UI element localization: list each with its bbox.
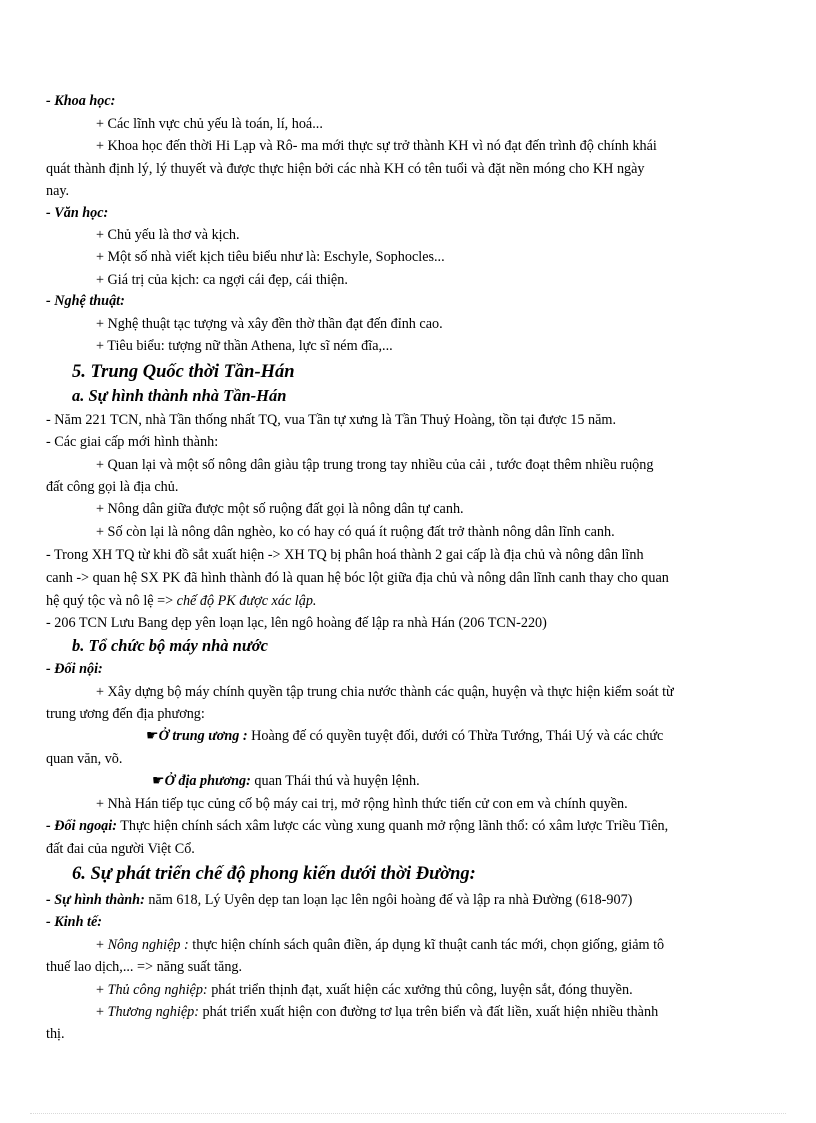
section-heading	[0, 863, 816, 885]
text-line	[0, 315, 816, 333]
text-segment: a. Sự hình thành nhà Tần-Hán	[72, 386, 287, 405]
text-line	[0, 772, 816, 791]
text-line	[0, 891, 816, 909]
text-line	[0, 660, 816, 678]
text-segment: - Sự hình thành:	[46, 892, 145, 908]
text-segment: Thực hiện chính sách xâm lược các vùng xung quanh mở rộng lãnh thổ: có xâm lược Triều Tiên,	[116, 818, 669, 834]
text-line	[0, 569, 816, 587]
text-segment: - Đối nội:	[46, 661, 103, 677]
text-segment: Ở trung ương :	[158, 728, 248, 744]
text-line	[0, 160, 816, 178]
text-segment: + Nhà Hán tiếp tục củng cố bộ máy cai trị, mở rộng hình thức tiến cử con em và chính quyền.	[96, 796, 628, 812]
text-line	[0, 817, 816, 835]
text-line	[0, 705, 816, 723]
text-segment: phát triển thịnh đạt, xuất hiện các xưởng thủ công, luyện sắt, đóng thuyền.	[207, 982, 633, 998]
text-segment: +	[96, 1004, 108, 1020]
text-segment: - Đối ngoại:	[46, 818, 117, 834]
text-segment: b. Tổ chức bộ máy nhà nước	[72, 636, 268, 655]
text-segment: + Một số nhà viết kịch tiêu biểu như là: Eschyle, Sophocles...	[96, 249, 445, 265]
text-segment: quan văn, võ.	[46, 751, 123, 767]
text-segment: + Các lĩnh vực chủ yếu là toán, lí, hoá...	[96, 116, 323, 132]
text-line	[0, 292, 816, 310]
text-line	[0, 1003, 816, 1021]
text-segment: Thương nghiệp:	[107, 1004, 199, 1020]
text-segment: thị.	[46, 1026, 65, 1042]
text-line	[0, 592, 816, 610]
text-segment: thuế lao dịch,... => năng suất tăng.	[46, 959, 243, 975]
subsection-heading	[0, 386, 816, 406]
text-segment: canh -> quan hệ SX PK đã hình thành đó là quan hệ bóc lột giữa địa chủ và nông dân lĩnh canh thay cho quan	[46, 570, 669, 586]
text-line	[0, 204, 816, 222]
text-segment: nay.	[46, 183, 70, 199]
text-segment: - Trong XH TQ từ khi đồ sắt xuất hiện -> XH TQ bị phân hoá thành 2 gai cấp là địa chủ và nông dân lĩnh	[46, 547, 644, 563]
text-line	[0, 271, 816, 289]
page-border	[30, 1113, 786, 1114]
text-segment: + Xây dựng bộ máy chính quyền tập trung chia nước thành các quận, huyện và thực hiện kiểm soát từ	[96, 684, 674, 700]
text-line	[0, 523, 816, 541]
text-line	[0, 337, 816, 355]
text-segment: quát thành định lý, lý thuyết và được thực hiện bởi các nhà KH có tên tuổi và đặt nền móng cho KH ngày	[46, 161, 645, 177]
text-segment: + Giá trị của kịch: ca ngợi cái đẹp, cái thiện.	[96, 272, 348, 288]
text-segment: - Nghệ thuật:	[46, 293, 125, 309]
text-segment: + Số còn lại là nông dân nghèo, ko có hay có quá ít ruộng đất trở thành nông dân lĩnh canh.	[96, 524, 615, 540]
text-line	[0, 936, 816, 954]
text-segment: hệ quý tộc và nô lệ =>	[46, 593, 177, 609]
text-segment: thực hiện chính sách quân điền, áp dụng kĩ thuật canh tác mới, chọn giống, giảm tô	[188, 937, 665, 953]
text-segment: + Nông dân giữa được một số ruộng đất gọi là nông dân tự canh.	[96, 501, 464, 517]
text-line	[0, 546, 816, 564]
text-segment: chế độ PK được xác lập.	[176, 593, 317, 609]
text-line	[0, 683, 816, 701]
text-segment: Nông nghiệp :	[107, 937, 189, 953]
text-segment: + Chủ yếu là thơ và kịch.	[96, 227, 240, 243]
text-line	[0, 92, 816, 110]
text-segment: - Các giai cấp mới hình thành:	[46, 434, 219, 450]
text-segment: + Khoa học đến thời Hi Lạp và Rô- ma mới thực sự trở thành KH vì nó đạt đến trình độ chính khái	[96, 138, 657, 154]
text-line	[0, 614, 816, 632]
text-line	[0, 411, 816, 429]
text-line	[0, 500, 816, 518]
text-line	[0, 478, 816, 496]
text-line	[0, 750, 816, 768]
text-line	[0, 840, 816, 858]
text-line	[0, 115, 816, 133]
text-segment: + Tiêu biểu: tượng nữ thần Athena, lực sĩ ném đĩa,...	[96, 338, 393, 354]
text-segment: phát triển xuất hiện con đường tơ lụa trên biển và đất liền, xuất hiện nhiều thành	[198, 1004, 659, 1020]
text-segment: - Kinh tế:	[46, 914, 102, 930]
text-segment: + Nghệ thuật tạc tượng và xây đền thờ thần đạt đến đỉnh cao.	[96, 316, 443, 332]
section-heading	[0, 361, 816, 383]
text-line	[0, 182, 816, 200]
pointing-hand-icon: ☛	[146, 729, 159, 744]
text-segment: trung ương đến địa phương:	[46, 706, 205, 722]
text-line	[0, 226, 816, 244]
text-segment: năm 618, Lý Uyên dẹp tan loạn lạc lên ngôi hoàng đế và lập ra nhà Đường (618-907)	[144, 892, 633, 908]
text-line	[0, 456, 816, 474]
text-line	[0, 727, 816, 746]
pointing-hand-icon: ☛	[152, 774, 165, 789]
text-segment: quan Thái thú và huyện lệnh.	[250, 773, 420, 789]
text-segment: Ở địa phương:	[164, 773, 251, 789]
text-line	[0, 913, 816, 931]
text-line	[0, 137, 816, 155]
text-line	[0, 248, 816, 266]
text-segment: - Khoa học:	[46, 93, 116, 109]
subsection-heading	[0, 636, 816, 656]
text-segment: đất đai của người Việt Cổ.	[46, 841, 195, 857]
text-line	[0, 981, 816, 999]
text-segment: Hoàng đế có quyền tuyệt đối, dưới có Thừa Tướng, Thái Uý và các chức	[247, 728, 664, 744]
text-line	[0, 1025, 816, 1043]
text-segment: - 206 TCN Lưu Bang dẹp yên loạn lạc, lên ngô hoàng đế lập ra nhà Hán (206 TCN-220)	[46, 615, 547, 631]
text-segment: Thủ công nghiệp:	[107, 982, 208, 998]
text-segment: +	[96, 937, 108, 953]
text-segment: - Năm 221 TCN, nhà Tần thống nhất TQ, vua Tần tự xưng là Tần Thuỷ Hoàng, tồn tại được 15 năm.	[46, 412, 617, 428]
text-segment: + Quan lại và một số nông dân giàu tập trung trong tay nhiều của cải , tước đoạt thêm nhiều ruộng	[96, 457, 654, 473]
text-segment: - Văn học:	[46, 205, 109, 221]
text-line	[0, 795, 816, 813]
text-segment: 5. Trung Quốc thời Tần-Hán	[72, 362, 295, 382]
text-segment: +	[96, 982, 108, 998]
text-line	[0, 433, 816, 451]
text-line	[0, 958, 816, 976]
text-segment: 6. Sự phát triển chế độ phong kiến dưới thời Đường:	[72, 864, 476, 884]
text-segment: đất công gọi là địa chủ.	[46, 479, 179, 495]
